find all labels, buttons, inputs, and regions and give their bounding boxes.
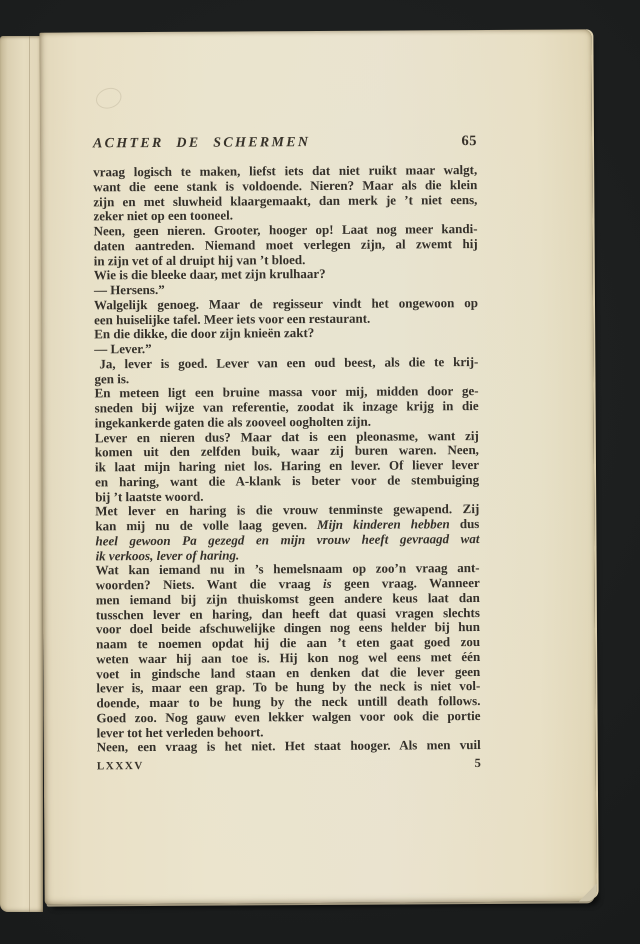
text-segment: Lever en nieren dus? Maar dat is een pleonasme, want zij [94,427,479,445]
text-segment: kan mij nu de volle laag geven. [95,517,318,534]
text-segment: zeker niet op een tooneel. [93,207,233,224]
text-line [94,355,478,372]
corner-fold [578,882,597,901]
text-segment: want die eene stank is voldoende. Nieren? Maar als die klein [93,176,478,195]
text-segment: gen is. [94,370,130,386]
text-segment: — Hersens.” [93,281,165,298]
text-segment: geen vraag. Wanneer [331,575,480,591]
text-segment: lever tot het verleden behoort. [96,723,264,740]
text-segment: En meteen ligt een bruine massa voor mij, midden door ge- [94,383,479,401]
text-segment: weten waar hij aan toe is. Hij kon nog wel eens met één [96,648,481,667]
text-segment: doende, maar to be hung by the neck untill death follows. [96,693,481,711]
text-segment: Wie is die bleeke daar, met zijn krulhaar? [93,266,326,283]
text-segment: Neen, een vraag is het niet. Het staat hooger. Als men vuil [96,737,481,755]
running-title: ACHTER DE SCHERMEN [92,135,311,152]
text-block [93,163,481,755]
text-segment: Neen, geen nieren. Grooter, hooger op! Laat nog meer kandi- [93,221,478,239]
text-segment: Met lever en haring is die vrouw tenminste gewapend. Zij [95,501,480,519]
text-segment: Goed zoo. Nog gauw even lekker walgen voor ook die portie [96,707,481,726]
book-page [39,29,596,904]
text-segment: lever is, maar een grap. To be hung by the neck is niet vol- [96,678,481,696]
text-segment: dus [449,516,480,532]
text-line [93,193,477,210]
text-segment: woorden? Niets. Want die vraag [95,575,324,593]
text-segment: komen uit den zelfden buik, waar zij buren waren. Neen, [94,442,479,460]
text-segment: in zijn vet of al druipt hij van ’t bloed. [93,251,306,268]
text-segment-italic: is [322,575,332,591]
page-number: 65 [461,133,478,150]
text-segment: men iemand bij zijn thuiskomst geen andere keus laat dan [95,589,480,608]
text-segment: En die dikke, die door zijn knieën zakt? [94,325,315,342]
text-segment: Walgelijk genoeg. Maar de regisseur vindt het ongewoon op [93,294,479,313]
text-line [96,709,480,726]
text-segment: bij ’t laatste woord. [95,488,204,504]
text-line [95,532,479,549]
text-segment-italic: ik verkoos, lever of haring. [95,546,240,563]
text-segment-italic: Mijn kinderen hebben [316,516,450,533]
text-segment: sneden bij wijze van referentie, zoodat ik inzage krijg in die [94,398,479,416]
text-segment: zijn en met sluwheid klaargemaakt, dan merk je ’t niet eens, [93,191,478,209]
text-segment: naam te noemen opdat hij die aan ’t eten gaat goed zou [96,634,481,652]
text-segment: en haring, want die A-klank is beter voor de stembuiging [95,471,480,490]
sheet-number: 5 [474,756,481,771]
signature-mark: LXXXV [96,760,144,773]
text-segment: Ja, lever is goed. Lever van een oud beest, als die te krij- [99,353,479,372]
text-segment: vraag logisch te maken, liefst iets dat niet ruikt maar walgt, [93,162,478,180]
text-segment: voor doel beide afschuwelijke dingen nog eens helder bij hun [95,619,481,637]
text-segment: ingekankerde gaten die als zooveel oogholten zijn. [94,413,372,431]
pencil-mark [93,85,124,112]
text-segment: voet in gindsche land staan en denken dat die lever geen [96,663,481,681]
text-line [97,738,481,755]
text-segment: ik laat mijn haring niet los. Haring en lever. Of liever lever [94,457,480,475]
text-segment: een huiselijke tafel. Meer iets voor een restaurant. [94,310,371,327]
page-header [93,133,477,152]
text-line [95,473,479,490]
text-segment-italic: heel gewoon Pa gezegd en mijn vrouw heeft gevraagd wat [95,530,480,549]
page-stack-left [0,36,43,912]
page-edge-line [29,36,30,912]
text-segment: — Lever.” [94,341,152,357]
text-segment: tusschen lever en haring, dan heeft dat quasi vragen slechts [95,604,480,622]
text-segment: daten aantreden. Niemand moet verlegen zijn, al zwemt hij [93,235,478,254]
text-segment: Wat kan iemand nu in ’s hemelsnaam op zoo’n vraag ant- [95,560,480,578]
page-footer [97,756,481,773]
